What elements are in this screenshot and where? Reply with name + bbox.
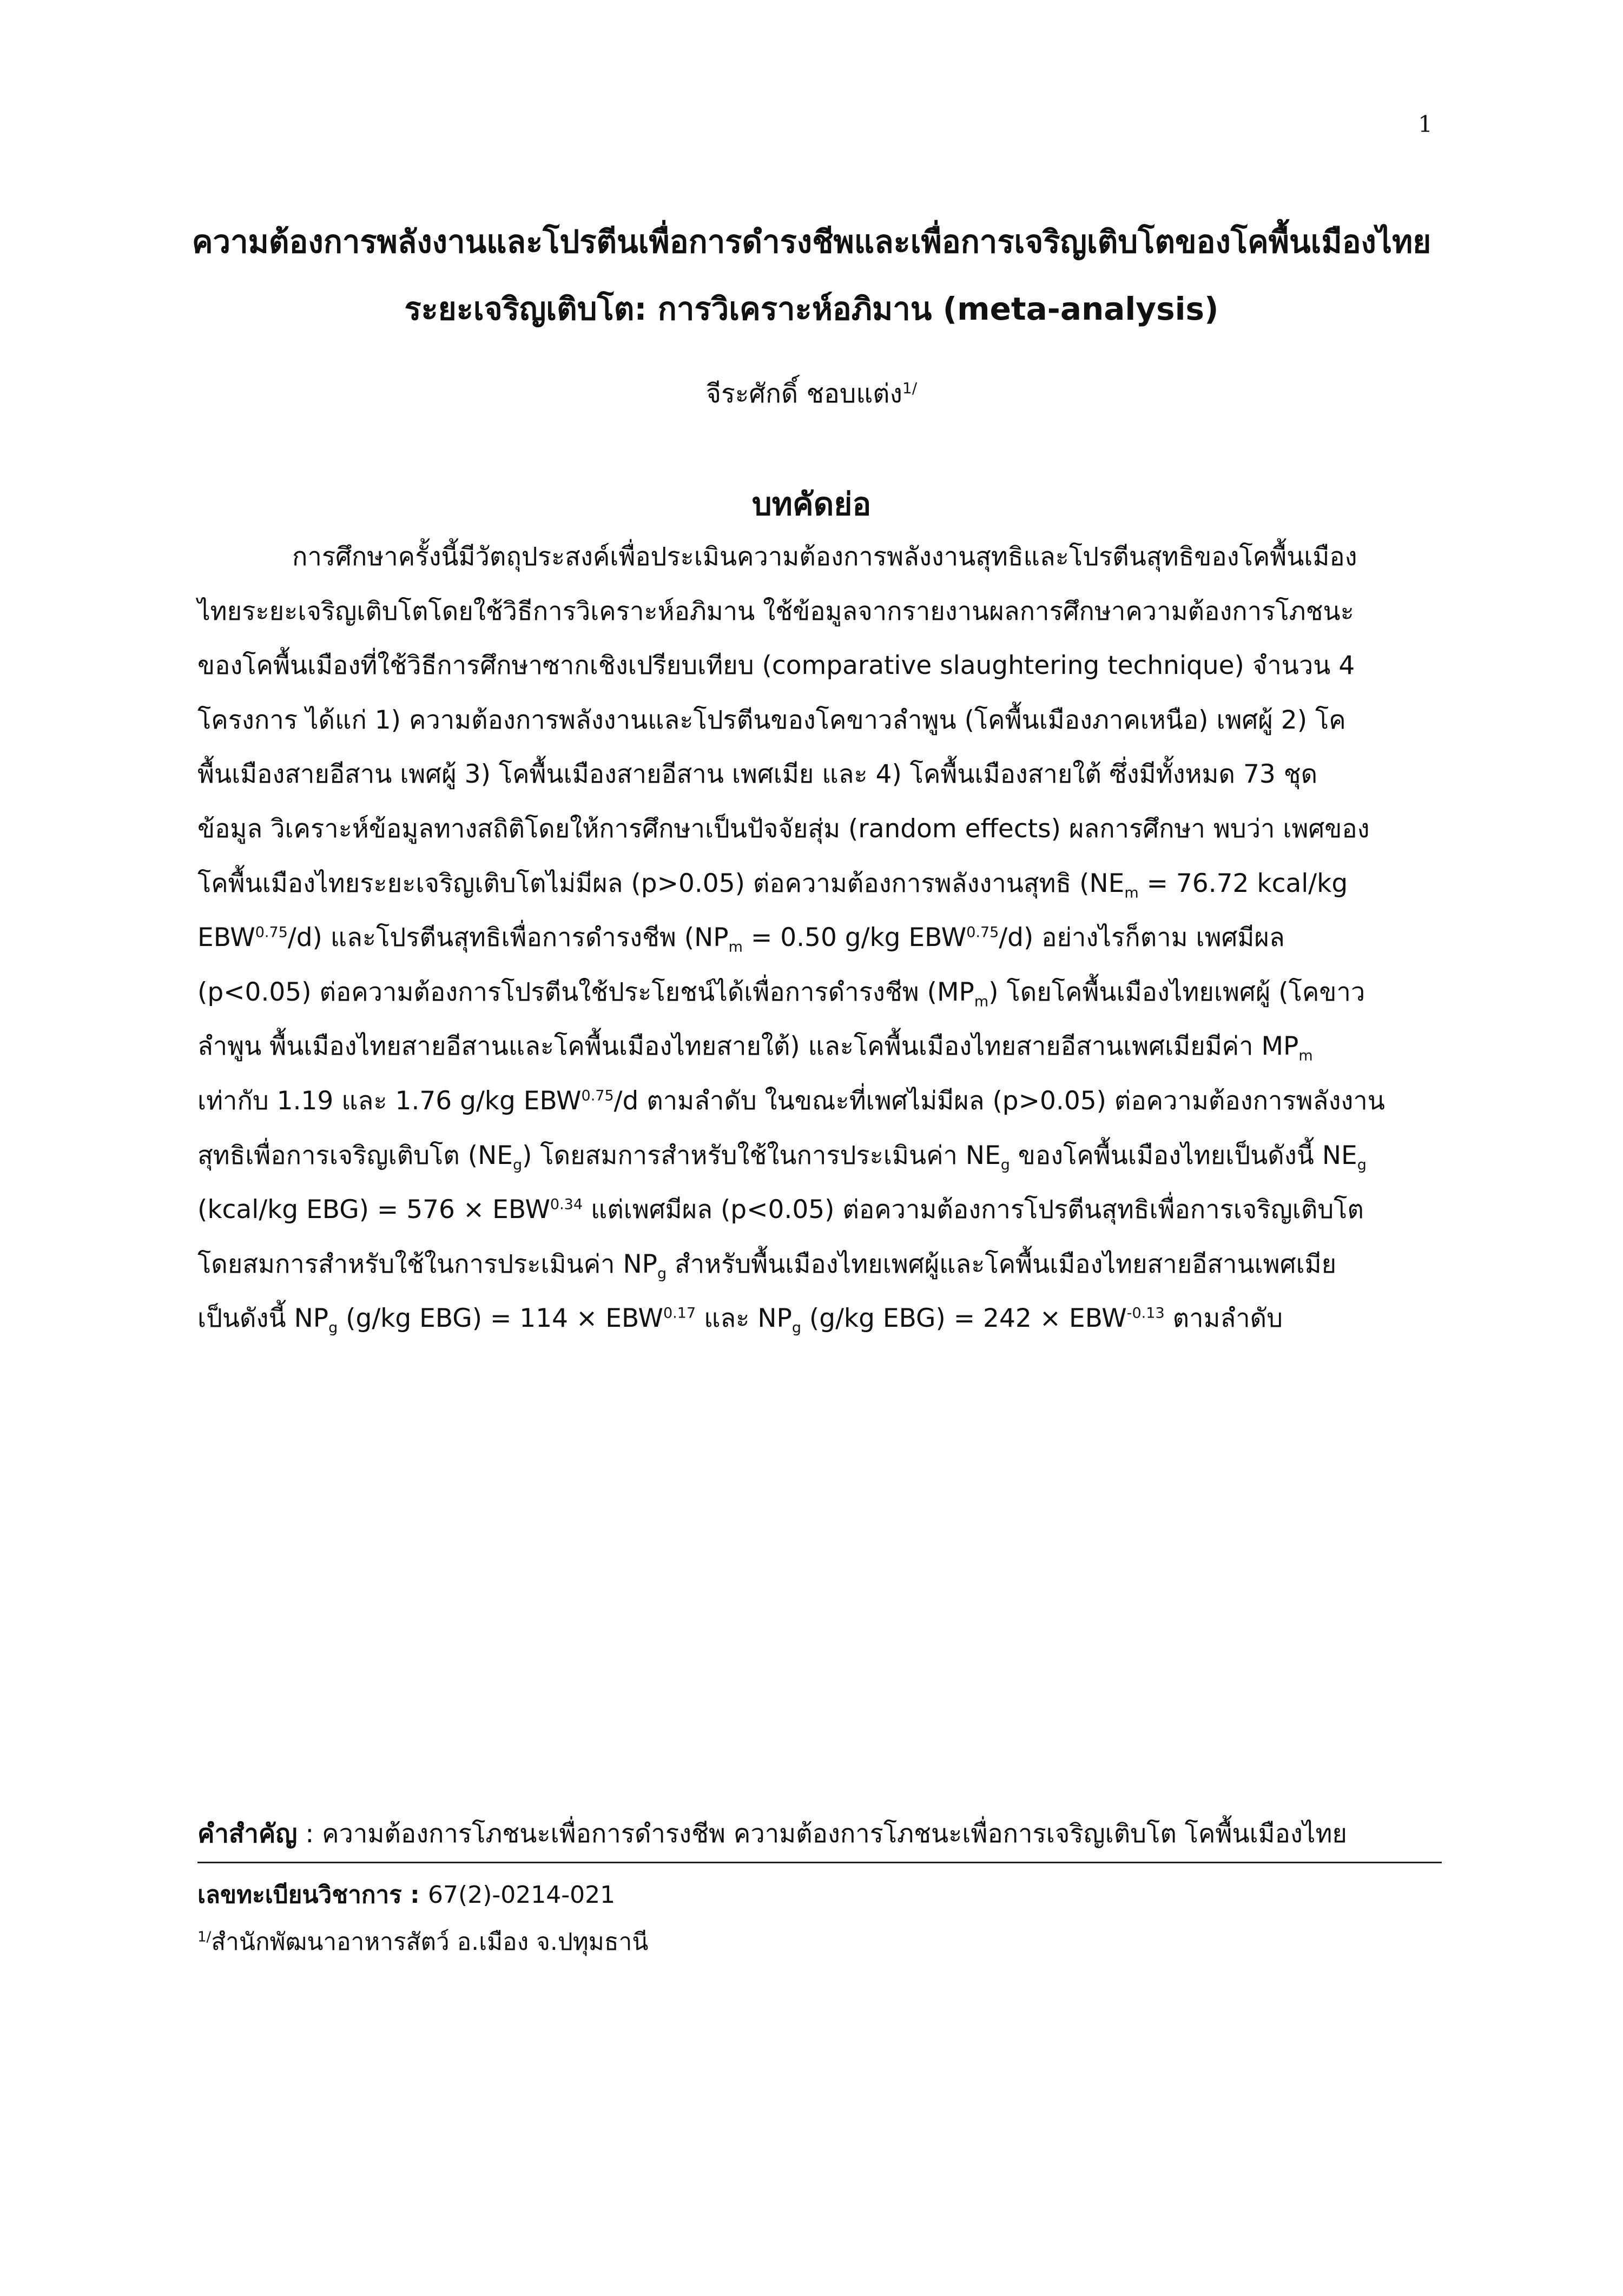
registration-number [197,1876,615,1914]
author-name: จีระศักดิ์ ชอบแต่ง [705,379,902,409]
abstract-line: ลำพูน พื้นเมืองไทยสายอีสานและโคพื้นเมืองไทยสายใต้) และโคพื้นเมืองไทยสายอีสานเพศเมียมีค่า $MP_m$ [197,1031,1313,1064]
abstract-line: (p<0.05) ต่อความต้องการโปรตีนใช้ประโยชน์ได้เพื่อการดำรงชีพ $(MP_m)$ โดยโคพื้นเมืองไทยเพศผู้ (โคขาว [197,977,1365,1010]
keywords-label: คำสำคัญ [197,1819,298,1849]
abstract-heading: บทคัดย่อ [751,486,872,522]
abstract-line: โดยสมการสำหรับใช้ในการประเมินค่า $NP_g$ สำหรับพื้นเมืองไทยเพศผู้และโคพื้นเมืองไทยสายอีสานเพศเมีย [197,1249,1337,1282]
abstract-line: (kcal/kg $EBG) = 576 \times EBW^{0.34}$ แต่เพศมีผล (p<0.05) ต่อความต้องการโปรตีนสุทธิเพื่อการเจริญเติบโต [197,1195,1364,1225]
abstract-line: $EBW^{0.75}/d$) และโปรตีนสุทธิเพื่อการดำรงชีพ ($NP_m = 0.50$ g/kg $EBW^{0.75}/d$) อย่างไรก็ตาม เพศมีผล [197,923,1285,956]
abstract-line: ของโคพื้นเมืองที่ใช้วิธีการศึกษาซากเชิงเปรียบเทียบ (comparative slaughtering technique) จำนวน 4 [197,651,1355,681]
abstract-line: การศึกษาครั้งนี้มีวัตถุประสงค์เพื่อประเมินความต้องการพลังงานสุทธิและโปรตีนสุทธิของโคพื้นเมือง [292,542,1357,572]
keywords [197,1813,1442,1854]
abstract-line: โคพื้นเมืองไทยระยะเจริญเติบโตไม่มีผล (p>0.05) ต่อความต้องการพลังงานสุทธิ ($NE_m = 76.72$ kcal/kg [197,868,1348,901]
registration-value: 67(2)-0214-021 [428,1881,616,1909]
paper-title [162,208,1461,342]
page-number: 1 [1418,111,1433,137]
affiliation-footnote [197,1923,648,1961]
abstract-line: เป็นดังนี้ $NP_g$ (g/kg $EBG) = 114 \times EBW^{0.17}$ และ $NP_g$ (g/kg $EBG) = 242 \times EBW^{-0.13}$ ตามลำดับ [197,1304,1283,1336]
author-affiliation-marker: 1/ [902,379,918,397]
abstract-line: เท่ากับ 1.19 และ 1.76 g/kg $EBW^{0.75}/d$ ตามลำดับ ในขณะที่เพศไม่มีผล (p>0.05) ต่อความต้องการพลังงาน [197,1086,1385,1116]
affiliation-marker: 1/ [197,1929,212,1946]
abstract-line: ข้อมูล วิเคราะห์ข้อมูลทางสถิติโดยให้การศึกษาเป็นปัจจัยสุ่ม (random effects) ผลการศึกษา พบว่า เพศของ [197,813,1370,844]
abstract-line: พื้นเมืองสายอีสาน เพศผู้ 3) โคพื้นเมืองสายอีสาน เพศเมีย และ 4) โคพื้นเมืองสายใต้ ซึ่งมีทั้งหมด 73 ชุด [197,759,1318,790]
keywords-text: : ความต้องการโภชนะเพื่อการดำรงชีพ ความต้องการโภชนะเพื่อการเจริญเติบโต โคพื้นเมืองไทย [297,1819,1347,1849]
registration-label: เลขทะเบียนวิชาการ : [197,1881,428,1909]
author [0,373,1623,414]
abstract-body [197,530,1442,1346]
abstract-line: โครงการ ได้แก่ 1) ความต้องการพลังงานและโปรตีนของโคขาวลำพูน (โคพื้นเมืองภาคเหนือ) เพศผู้ 2) โค [197,705,1346,735]
title-line-1: ความต้องการพลังงานและโปรตีนเพื่อการดำรงชีพและเพื่อการเจริญเติบโตของโคพื้นเมืองไทย [192,223,1431,260]
abstract-line: สุทธิเพื่อการเจริญเติบโต $(NE_g)$ โดยสมการสำหรับใช้ในการประเมินค่า $NE_g$ ของโคพื้นเมืองไทยเป็นดังนี้ $NE_g$ [197,1140,1367,1173]
abstract-line: ไทยระยะเจริญเติบโตโดยใช้วิธีการวิเคราะห์อภิมาน ใช้ข้อมูลจากรายงานผลการศึกษาความต้องการโภชนะ [197,596,1354,626]
title-line-2: ระยะเจริญเติบโต: การวิเคราะห์อภิมาน (meta-analysis) [404,290,1219,327]
footnote-divider [197,1862,1442,1863]
affiliation-text: สำนักพัฒนาอาหารสัตว์ อ.เมือง จ.ปทุมธานี [211,1928,649,1956]
